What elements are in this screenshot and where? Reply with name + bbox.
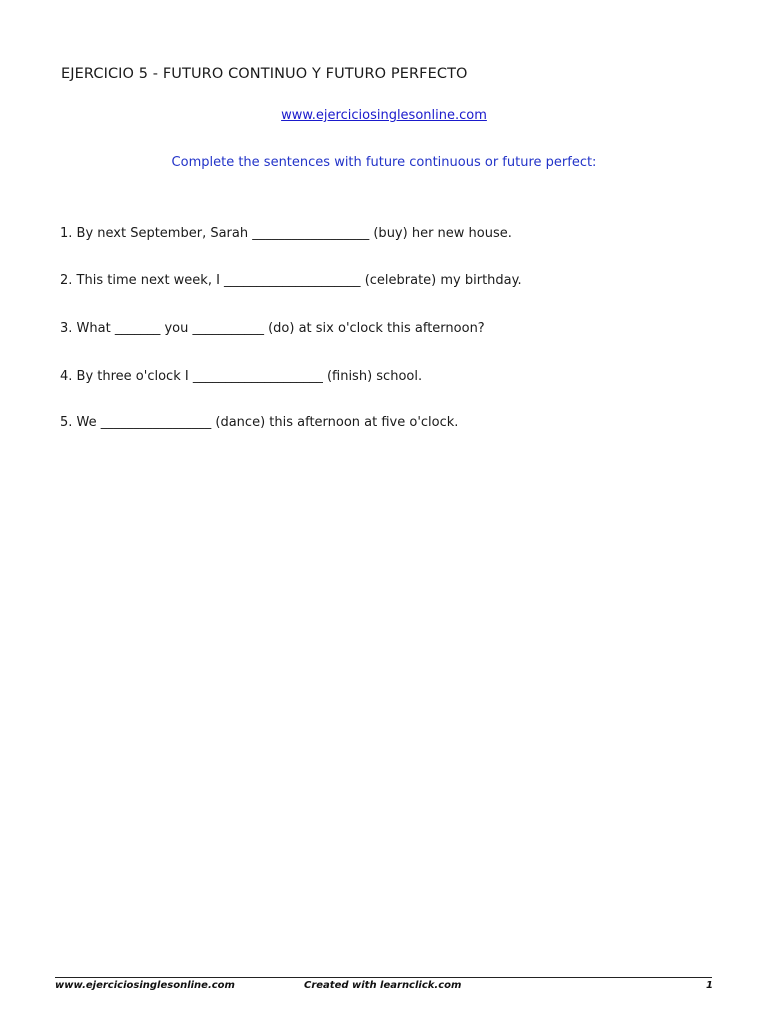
site-link[interactable]: www.ejerciciosinglesonline.com <box>281 108 487 123</box>
footer-credit: Created with learnclick.com <box>304 980 462 991</box>
page-title: EJERCICIO 5 - FUTURO CONTINUO Y FUTURO PERFECTO <box>61 66 468 82</box>
footer-site-url: www.ejerciciosinglesonline.com <box>55 980 235 991</box>
site-link-container <box>0 108 768 123</box>
exercise-sentence-3: 3. What _______ you ___________ (do) at six o'clock this afternoon? <box>60 321 485 336</box>
instructions-text: Complete the sentences with future continuous or future perfect: <box>171 155 597 170</box>
footer-divider <box>55 977 712 978</box>
exercise-sentence-5: 5. We _________________ (dance) this afternoon at five o'clock. <box>60 415 459 430</box>
exercise-sentence-4: 4. By three o'clock I ____________________ (finish) school. <box>60 369 423 384</box>
exercise-sentence-1: 1. By next September, Sarah __________________ (buy) her new house. <box>60 226 512 241</box>
footer-page-number: 1 <box>706 980 713 991</box>
exercise-sentence-2: 2. This time next week, I _____________________ (celebrate) my birthday. <box>60 273 522 288</box>
